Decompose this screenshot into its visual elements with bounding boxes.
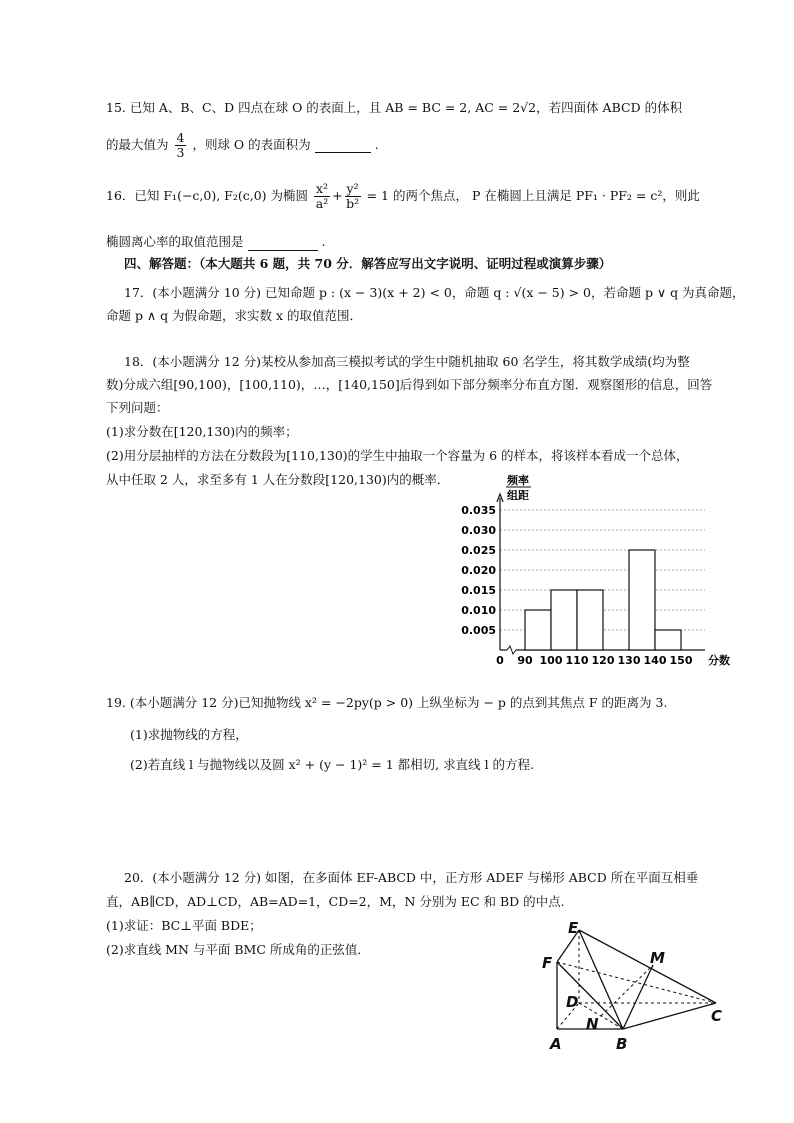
label-M: M — [650, 949, 665, 967]
q18-line2: 数)分成六组[90,100)，[100,110)，…，[140,150]后得到如下部分频率分布直方图．观察图形的信息，回答 — [106, 377, 713, 392]
x-tick-label: 140 — [643, 654, 667, 667]
histogram-bar — [577, 590, 603, 650]
q16-frac2-num: y² — [346, 181, 359, 196]
q16-line1 — [106, 182, 700, 211]
frequency-histogram — [455, 470, 735, 670]
x-tick-label: 120 — [591, 654, 615, 667]
edge-BC — [623, 1003, 716, 1029]
histogram-bar — [551, 590, 577, 650]
x-tick-label: 150 — [669, 654, 693, 667]
y-axis-label-bottom: 组距 — [507, 489, 529, 502]
q20-line2: 直，AB∥CD，AD⊥CD，AB=AD=1，CD=2，M，N 分别为 EC 和 BD 的中点. — [106, 894, 565, 909]
q15-line1: 15. 已知 A、B、C、D 四点在球 O 的表面上，且 AB = BC = 2, AC = 2√2，若四面体 ABCD 的体积 — [106, 100, 683, 115]
q15-line2 — [106, 131, 379, 160]
q16-fraction-x — [314, 182, 330, 211]
label-A: A — [550, 1035, 562, 1053]
q18-line1: 18．(本小题满分 12 分)某校从参加高三模拟考试的学生中随机抽取 60 名学生，将其数学成绩(均为整 — [124, 354, 690, 369]
y-tick-label: 0.020 — [461, 564, 496, 577]
y-tick-label: 0.030 — [461, 524, 496, 537]
label-N: N — [586, 1015, 599, 1033]
segment-BM — [623, 965, 653, 1029]
x-tick-label: 90 — [517, 654, 533, 667]
segment-FC-hidden — [557, 962, 716, 1003]
histogram-bar — [525, 610, 551, 650]
x-tick-label: 100 — [539, 654, 563, 667]
q19-sub1: (1)求抛物线的方程， — [130, 727, 248, 742]
y-tick-label: 0.015 — [461, 584, 496, 597]
y-tick-label: 0.025 — [461, 544, 496, 557]
x-tick-label: 130 — [617, 654, 641, 667]
q15-line2-pre: 的最大值为 — [106, 136, 169, 152]
x-origin-label: 0 — [496, 654, 504, 667]
q15-fraction-den: 3 — [176, 144, 185, 160]
q15-fraction-num: 4 — [176, 130, 185, 145]
q19-line1: 19. (本小题满分 12 分)已知抛物线 x² = −2py(p > 0) 上纵坐标为 − p 的点到其焦点 F 的距离为 3. — [106, 695, 668, 710]
polyhedron-figure — [535, 915, 735, 1055]
q16-frac1-num: x² — [316, 181, 329, 196]
q20-line1: 20．(本小题满分 12 分) 如图，在多面体 EF-ABCD 中，正方形 ADEF 与梯形 ABCD 所在平面互相垂 — [124, 870, 699, 885]
y-axis-label-top: 频率 — [507, 474, 529, 487]
x-tick-label: 110 — [565, 654, 589, 667]
section-heading: 四、解答题：（本大题共 6 题，共 70 分．解答应写出文字说明、证明过程或演算步骤） — [124, 256, 612, 271]
y-tick-label: 0.010 — [461, 604, 496, 617]
q16-frac2-den: b² — [346, 195, 360, 211]
q16-fraction-y — [345, 182, 361, 211]
y-tick-label: 0.035 — [461, 504, 496, 517]
label-B: B — [616, 1035, 628, 1053]
q18-sub1: (1)求分数在[120,130)内的频率； — [106, 424, 298, 439]
label-E: E — [568, 919, 579, 937]
y-tick-label: 0.005 — [461, 624, 496, 637]
q19-sub2: (2)若直线 l 与抛物线以及圆 x² + (y − 1)² = 1 都相切, 求直线 l 的方程. — [130, 757, 535, 772]
q16-line2-end: . — [321, 234, 326, 249]
q16-answer-blank — [248, 234, 318, 251]
q16-line1-pre: 16．已知 F₁(−c,0), F₂(c,0) 为椭圆 — [106, 187, 309, 203]
q15-answer-blank — [315, 137, 371, 154]
q18-sub2b: 从中任取 2 人，求至多有 1 人在分数段[120,130)内的概率． — [106, 472, 450, 487]
q16-line1-post: = 1 的两个焦点， P 在椭圆上且满足 PF₁ · PF₂ = c²，则此 — [366, 187, 700, 203]
q17-line2: 命题 p ∧ q 为假命题，求实数 x 的取值范围． — [106, 308, 363, 323]
edge-EC — [579, 930, 716, 1003]
q16-line2 — [106, 234, 325, 251]
q18-line3: 下列问题： — [106, 400, 169, 415]
q17-line1: 17．(本小题满分 10 分) 已知命题 p : (x − 3)(x + 2) < 0，命题 q : √(x − 5) > 0，若命题 p ∨ q 为真命题， — [124, 285, 745, 300]
x-axis-label: 分数 — [708, 654, 730, 667]
q20-sub2: (2)求直线 MN 与平面 BMC 所成角的正弦值． — [106, 942, 370, 957]
q16-frac1-den: a² — [315, 195, 329, 211]
q15-line2-post: ，则球 O 的表面积为 — [192, 136, 311, 152]
histogram-bar — [629, 550, 655, 650]
q15-line2-end: . — [374, 136, 379, 152]
label-C: C — [711, 1007, 723, 1025]
q16-line2-text: 椭圆离心率的取值范围是 — [106, 234, 244, 249]
q18-sub2a: (2)用分层抽样的方法在分数段为[110,130)的学生中抽取一个容量为 6 的样本，将该样本看成一个总体， — [106, 448, 689, 463]
segment-MN-hidden — [601, 965, 653, 1016]
q20-sub1: (1)求证：BC⊥平面 BDE； — [106, 918, 262, 933]
label-F: F — [542, 954, 553, 972]
q16-plus: + — [332, 187, 343, 203]
label-D: D — [566, 993, 579, 1011]
histogram-bar — [655, 630, 681, 650]
axis-break — [507, 646, 516, 654]
q15-fraction — [175, 131, 187, 160]
